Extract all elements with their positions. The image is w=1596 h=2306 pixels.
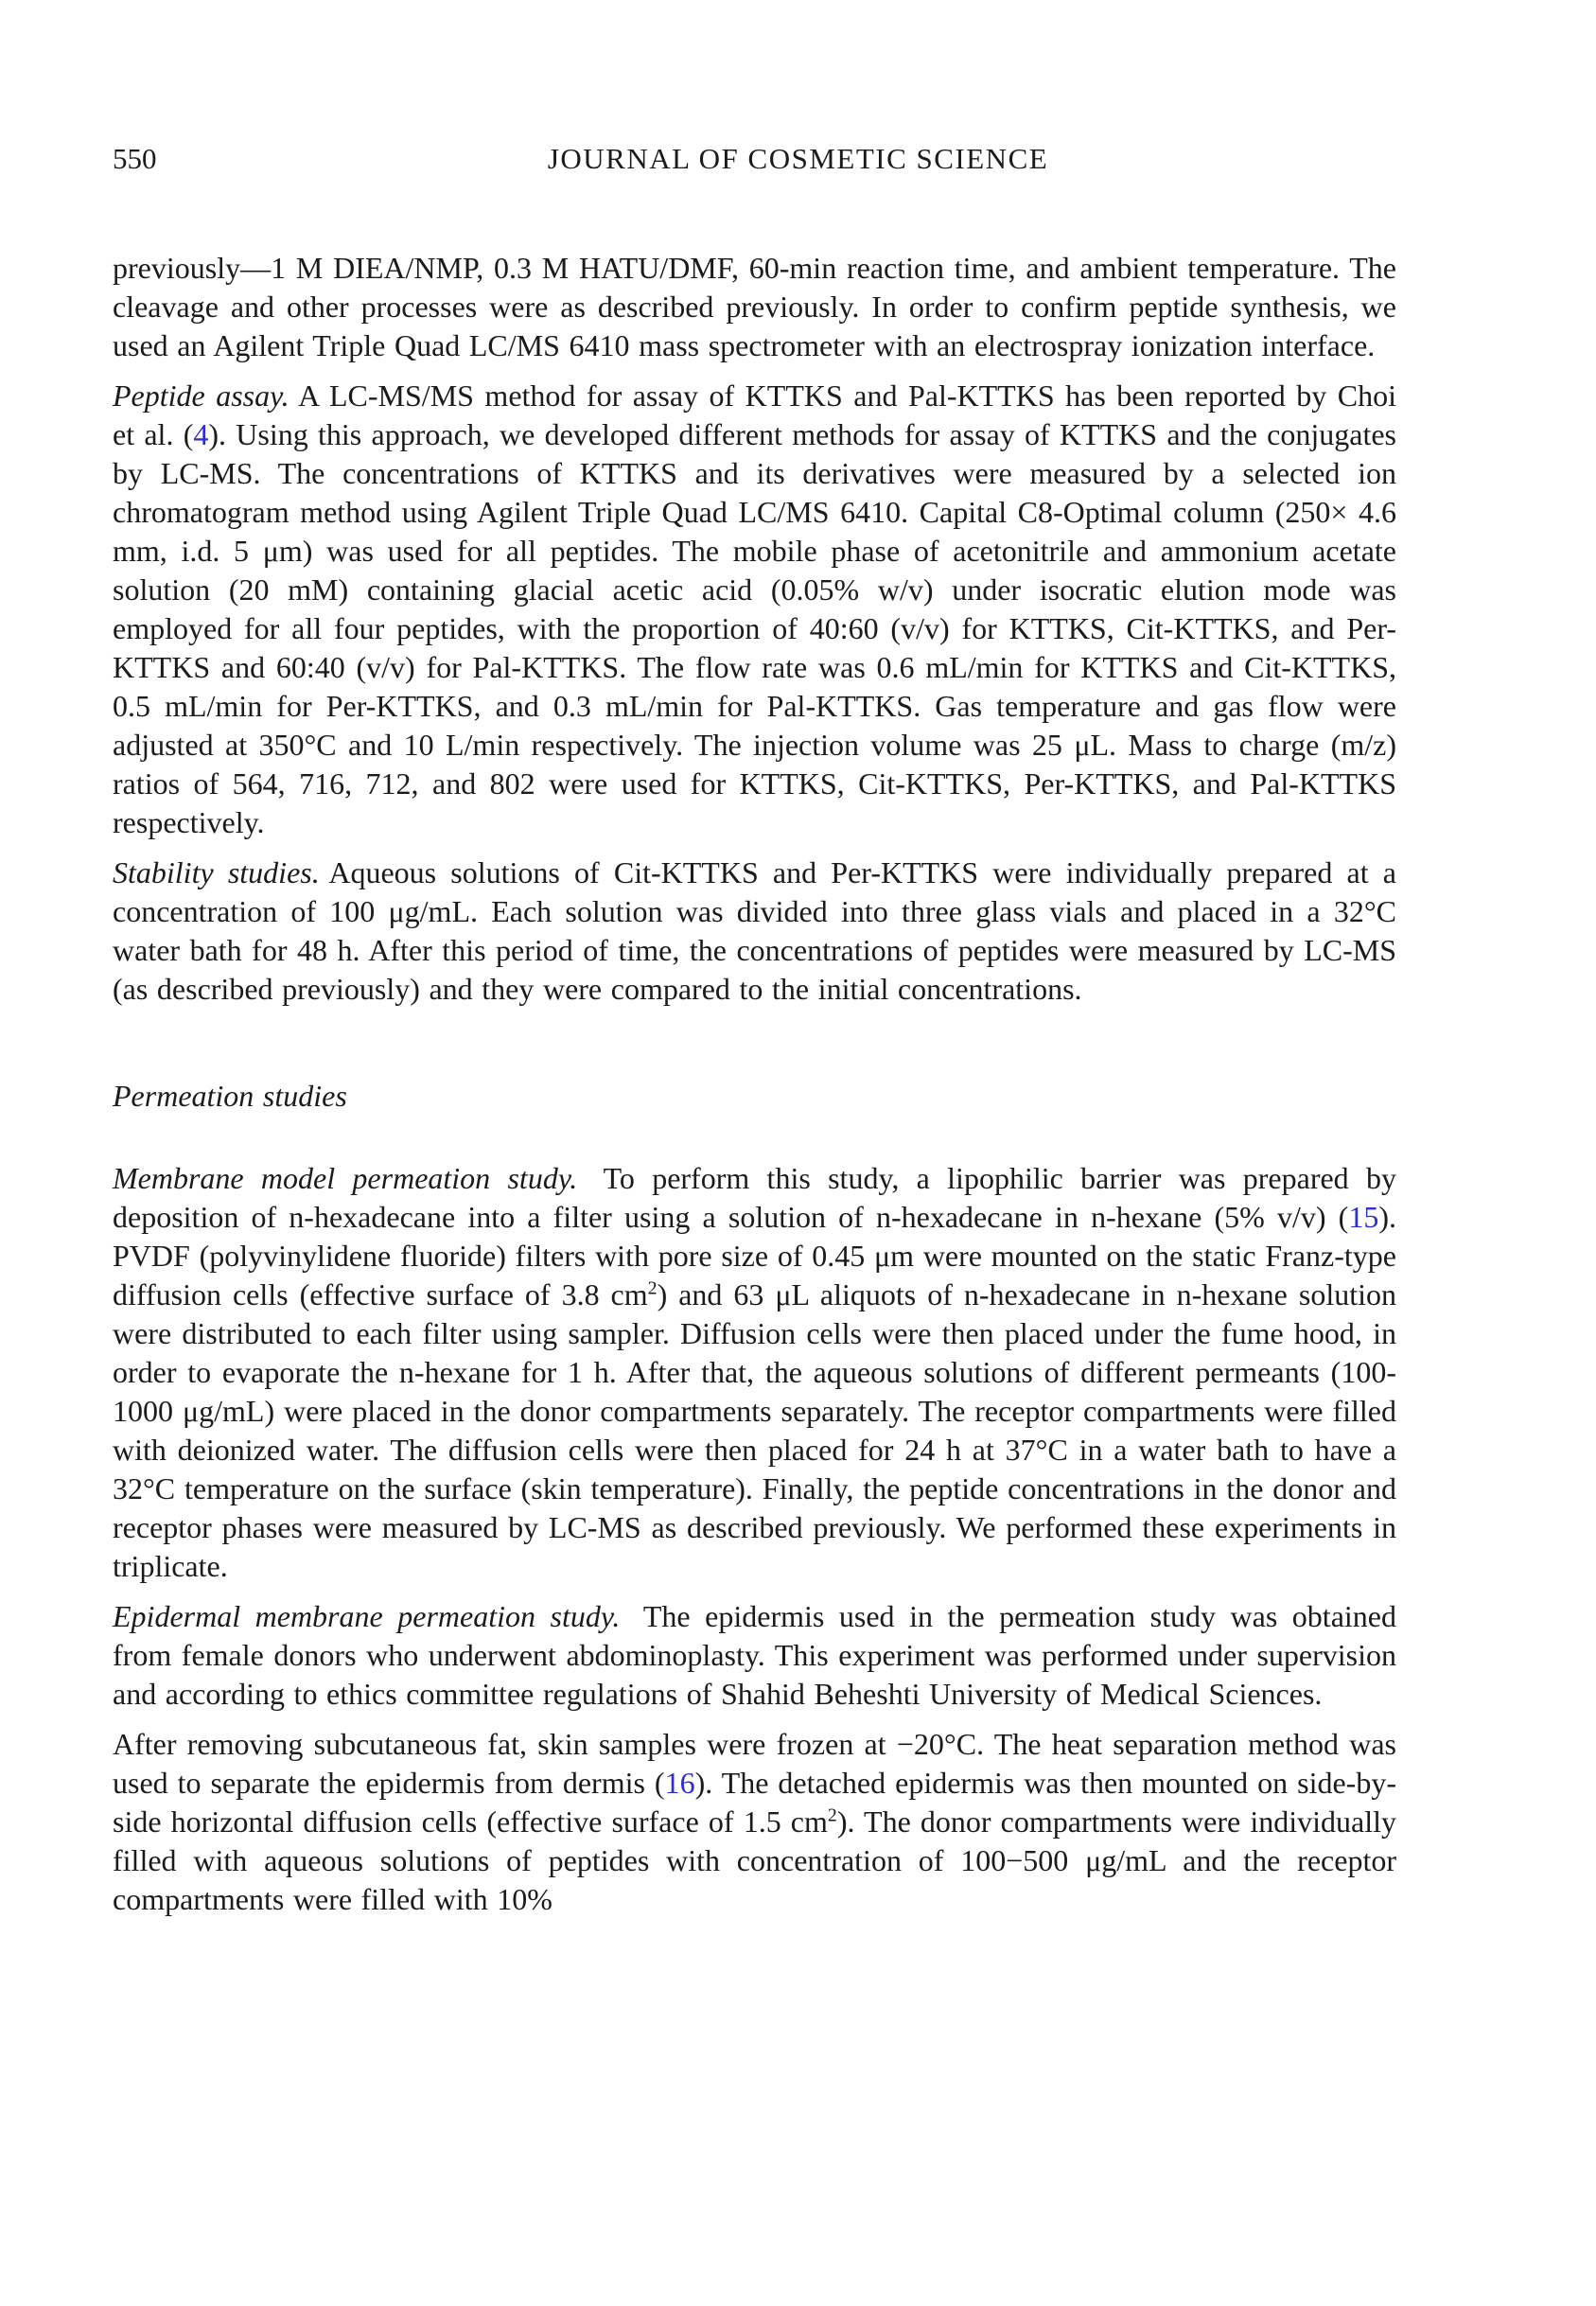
paragraph-lead-in: Peptide assay. <box>113 378 289 413</box>
text-run: ). PVDF (polyvinylidene fluoride) filters with pore size of 0.45 μm were mounted on the static Franz-type diffusion cells (effective surface of 3.8 cm <box>113 1200 1396 1311</box>
body-paragraph <box>113 854 1396 1009</box>
text-run: A LC-MS/MS method for assay of KTTKS and Pal-KTTKS has been reported by Choi et al. ( <box>113 378 1396 451</box>
text-run: previously—1 M DIEA/NMP, 0.3 M HATU/DMF, 60-min reaction time, and ambient temperature. The cleavage and other processes were as described previously. In order to confirm peptide synthesis, we used an Agilent Triple Quad LC/MS 6410 mass spectrometer with an electrospray ionization interface. <box>113 251 1396 362</box>
text-run: After removing subcutaneous fat, skin samples were frozen at −20°C. The heat separation method was used to separate the epidermis from dermis ( <box>113 1727 1396 1800</box>
text-run: ). The donor compartments were individually filled with aqueous solutions of peptides with concentration of 100−500 μg/mL and the receptor compartments were filled with 10% <box>113 1804 1396 1916</box>
paragraph-lead-in: Epidermal membrane permeation study. <box>113 1599 621 1633</box>
body-paragraph <box>113 1597 1396 1714</box>
page-header <box>0 142 1596 180</box>
body-paragraph <box>113 249 1396 365</box>
body-paragraph <box>113 377 1396 842</box>
running-head: JOURNAL OF COSMETIC SCIENCE <box>547 142 1049 175</box>
text-run: ) and 63 μL aliquots of n-hexadecane in n-hexane solution were distributed to each filter using sampler. Diffusion cells were then placed under the fume hood, in order to evaporate the n-hexane for 1 h. After that, the aqueous solutions of different permeants (100-1000 μg/mL) were placed in the donor compartments separately. The receptor compartments were filled with deionized water. The diffusion cells were then placed for 24 h at 37°C in a water bath to have a 32°C temperature on the surface (skin temperature). Finally, the peptide concentrations in the donor and receptor phases were measured by LC-MS as described previously. We performed these experiments in triplicate. <box>113 1277 1396 1583</box>
text-run: ). The detached epidermis was then mounted on side-by-side horizontal diffusion cells (effective surface of 1.5 cm <box>113 1766 1396 1839</box>
article-body <box>113 249 1396 1930</box>
section-heading <box>113 1077 1396 1116</box>
text-run: To perform this study, a lipophilic barrier was prepared by deposition of n-hexadecane into a filter using a solution of n-hexadecane in n-hexane (5% v/v) ( <box>113 1161 1396 1234</box>
body-paragraph <box>113 1159 1396 1586</box>
reference-link[interactable]: 4 <box>193 417 209 451</box>
paragraph-lead-in: Membrane model permeation study. <box>113 1161 578 1195</box>
text-run: Permeation studies <box>113 1079 347 1113</box>
text-run: ). Using this approach, we developed different methods for assay of KTTKS and the conjugates by LC-MS. The concentrations of KTTKS and its derivatives were measured by a selected ion chromatogram method using Agilent Triple Quad LC/MS 6410. Capital C8-Optimal column (250× 4.6 mm, i.d. 5 μm) was used for all peptides. The mobile phase of acetonitrile and ammonium acetate solution (20 mM) containing glacial acetic acid (0.05% w/v) under isocratic elution mode was employed for all four peptides, with the proportion of 40:60 (v/v) for KTTKS, Cit-KTTKS, and Per-KTTKS and 60:40 (v/v) for Pal-KTTKS. The flow rate was 0.6 mL/min for KTTKS and Cit-KTTKS, 0.5 mL/min for Per-KTTKS, and 0.3 mL/min for Pal-KTTKS. Gas temperature and gas flow were adjusted at 350°C and 10 L/min respectively. The injection volume was 25 μL. Mass to charge (m/z) ratios of 564, 716, 712, and 802 were used for KTTKS, Cit-KTTKS, Per-KTTKS, and Pal-KTTKS respectively. <box>113 417 1396 839</box>
body-paragraph <box>113 1725 1396 1919</box>
superscript: 2 <box>827 1804 837 1826</box>
paragraph-lead-in: Stability studies. <box>113 855 320 889</box>
page-number: 550 <box>113 142 157 175</box>
reference-link[interactable]: 15 <box>1348 1200 1379 1234</box>
superscript: 2 <box>647 1277 658 1299</box>
text-run: The epidermis used in the permeation study was obtained from female donors who underwent abdominoplasty. This experiment was performed under supervision and according to ethics committee regulations of Shahid Beheshti University of Medical Sciences. <box>113 1599 1396 1711</box>
text-run: Aqueous solutions of Cit-KTTKS and Per-KTTKS were individually prepared at a concentration of 100 μg/mL. Each solution was divided into three glass vials and placed in a 32°C water bath for 48 h. After this period of time, the concentrations of peptides were measured by LC-MS (as described previously) and they were compared to the initial concentrations. <box>113 855 1397 1006</box>
reference-link[interactable]: 16 <box>664 1766 695 1800</box>
